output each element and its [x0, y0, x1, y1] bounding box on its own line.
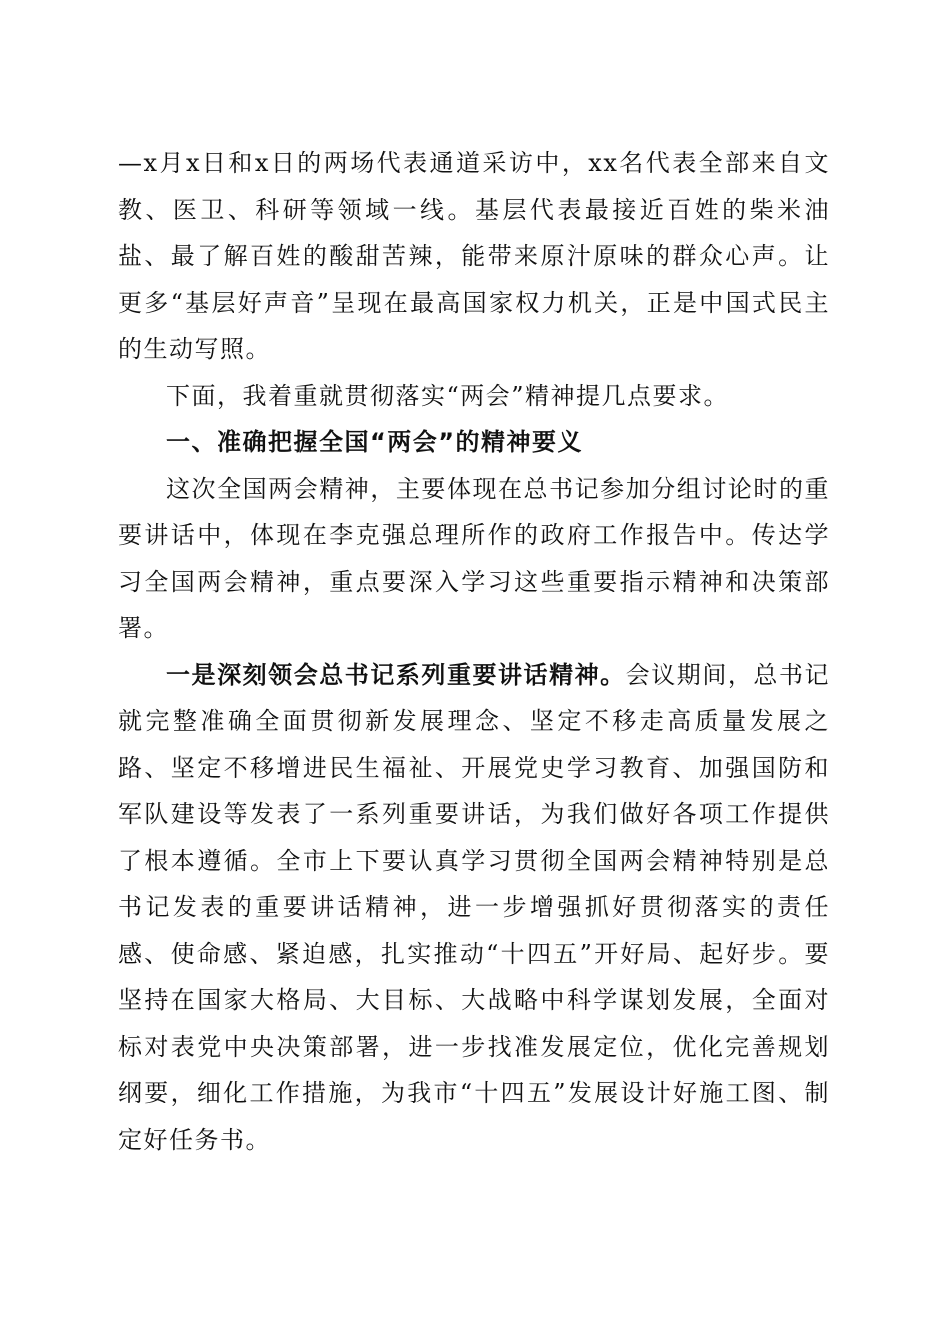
paragraph-representatives: —x月x日和x日的两场代表通道采访中，xx名代表全部来自文教、医卫、科研等领域一线。基层代表最接近百姓的柴米油盐、最了解百姓的酸甜苦辣，能带来原汁原味的群众心声。让更多“基层好声音”呈现在最高国家权力机关，正是中国式民主的生动写照。: [118, 149, 830, 363]
section-heading-1: 一、准确把握全国“两会”的精神要义: [166, 428, 584, 456]
paragraph-point-one: [118, 652, 830, 1164]
paragraph-spirit-summary: 这次全国两会精神，主要体现在总书记参加分组讨论时的重要讲话中，体现在李克强总理所作的政府工作报告中。传达学习全国两会精神，重点要深入学习这些重要指示精神和决策部署。: [118, 474, 830, 642]
point-one-lead: 一是深刻领会总书记系列重要讲话精神。: [166, 660, 626, 689]
document-page: [118, 140, 830, 1163]
point-one-body: 会议期间，总书记就完整准确全面贯彻新发展理念、坚定不移走高质量发展之路、坚定不移增进民生福祉、开展党史学习教育、加强国防和军队建设等发表了一系列重要讲话，为我们做好各项工作提供了根本遵循。全市上下要认真学习贯彻全国两会精神特别是总书记发表的重要讲话精神，进一步增强抓好贯彻落实的责任感、使命感、紧迫感，扎实推动“十四五”开好局、起好步。要坚持在国家大格局、大目标、大战略中科学谋划发展，全面对标对表党中央决策部署，进一步找准发展定位，优化完善规划纲要，细化工作措施，为我市“十四五”发展设计好施工图、制定好任务书。: [118, 660, 830, 1154]
paragraph-intro-requirements: 下面，我着重就贯彻落实“两会”精神提几点要求。: [166, 381, 730, 410]
